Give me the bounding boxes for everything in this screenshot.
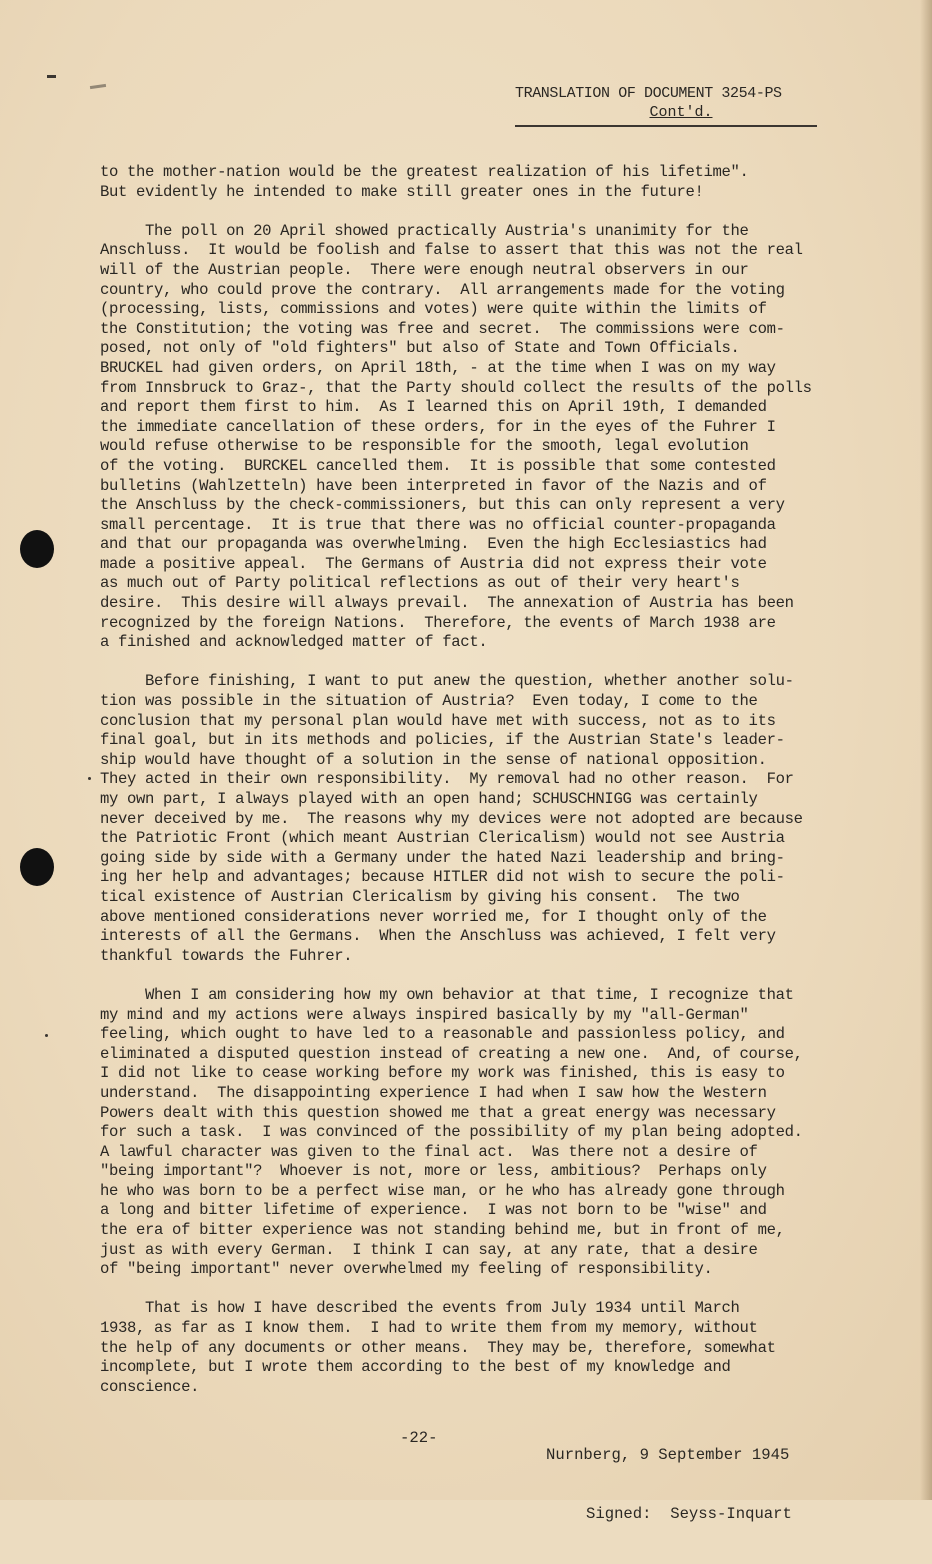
- document-header: [515, 84, 817, 127]
- page-edge-shadow: [920, 0, 932, 1500]
- paragraph: When I am considering how my own behavior at that time, I recognize that my mind and my actions were always inspired basically by my "all-German" feeling, which ought to have led to a reasonable and passionless policy, and eliminated a disputed question instead of creating a new one. And, of course, I did not like to cease working before my work was finished, this is easy to understand. The disappointing experience I had when I saw how the Western Powers dealt with this question showed me that a great energy was necessary for such a task. I was convinced of the possibility of my plan being adopted. A lawful character was given to the final act. Was there not a desire of "being important"? Whoever is not, more or less, ambitious? Perhaps only he who was born to be a perfect wise man, or he who has already gone through a long and bitter lifetime of experience. I was not born to be "wise" and the era of bitter experience was not standing behind me, but in front of me, just as with every German. I think I can say, at any rate, that a desire of "being important" never overwhelmed my feeling of responsibility.: [100, 985, 803, 1279]
- margin-dot: [88, 777, 91, 780]
- punch-hole-lower: [20, 848, 54, 886]
- margin-dot: [45, 1034, 48, 1037]
- ink-smudge: [90, 84, 106, 89]
- header-subtitle: Cont'd.: [649, 104, 713, 121]
- place-date: Nurnberg, 9 September 1945: [546, 1446, 790, 1465]
- paragraph: Before finishing, I want to put anew the question, whether another solu- tion was possible in the situation of Austria? Even today, I come to the conclusion that my personal plan would have met with success, not as to its final goal, but in its methods and policies, if the Austrian State's leader- ship would have thought of a solution in the sense of national opposition. They acted in their own responsibility. My removal had no other reason. For my own part, I always played with an open hand; SCHUSCHNIGG was certainly never deceived by me. The reasons why my devices were not adopted are because the Patriotic Front (which meant Austrian Clericalism) would not see Austria going side by side with a Germany under the hated Nazi leadership and bring- ing her help and advantages; because HITLER did not wish to secure the poli- tical existence of Austrian Clericalism by giving his consent. The two above mentioned considerations never worried me, for I thought only of the interests of all the Germans. When the Anschluss was achieved, I felt very thankful towards the Fuhrer.: [100, 672, 803, 965]
- margin-mark: [47, 75, 56, 78]
- document-body: [100, 163, 860, 1417]
- header-title: TRANSLATION OF DOCUMENT 3254-PS: [515, 85, 782, 102]
- signature-block: [546, 1407, 792, 1564]
- paragraph: The poll on 20 April showed practically Austria's unanimity for the Anschluss. It would be foolish and false to assert that this was not the real will of the Austrian people. There were enough neutral observers in our country, who could prove the contrary. All arrangements made for the voting (processing, lists, commissions and votes) were quite within the limits of the Constitution; the voting was free and secret. The commissions were com- posed, not only of "old fighters" but also of State and Town Officials. BRUCKEL had given orders, on April 18th, - at the time when I was on my way from Innsbruck to Graz-, that the Party should collect the results of the polls and report them first to him. As I learned this on April 19th, I demanded the immediate cancellation of these orders, for in the eyes of the Fuhrer I would refuse otherwise to be responsible for the smooth, legal evolution of the voting. BURCKEL cancelled them. It is possible that some contested bulletins (Wahlzetteln) have been interpreted in favor of the Nazis and of the Anschluss by the check-commissioners, but this can only represent a very small percentage. It is true that there was no official counter-propaganda and that our propaganda was overwhelming. Even the high Ecclesiastics had made a positive appeal. The Germans of Austria did not express their vote as much out of Party political reflections as out of their very heart's desire. This desire will always prevail. The annexation of Austria has been recognized by the foreign Nations. Therefore, the events of March 1938 are a finished and acknowledged matter of fact.: [100, 221, 812, 652]
- signed-line: Signed: Seyss-Inquart: [586, 1504, 792, 1523]
- paragraph: That is how I have described the events from July 1934 until March 1938, as far as I know them. I had to write them from my memory, without the help of any documents or other means. They may be, therefore, somewhat incomplete, but I wrote them according to the best of my knowledge and conscience.: [100, 1299, 776, 1396]
- page-number: -22-: [400, 1429, 438, 1447]
- punch-hole-upper: [20, 530, 54, 568]
- paragraph: to the mother-nation would be the greatest realization of his lifetime". But evidently he intended to make still greater ones in the future!: [100, 163, 749, 201]
